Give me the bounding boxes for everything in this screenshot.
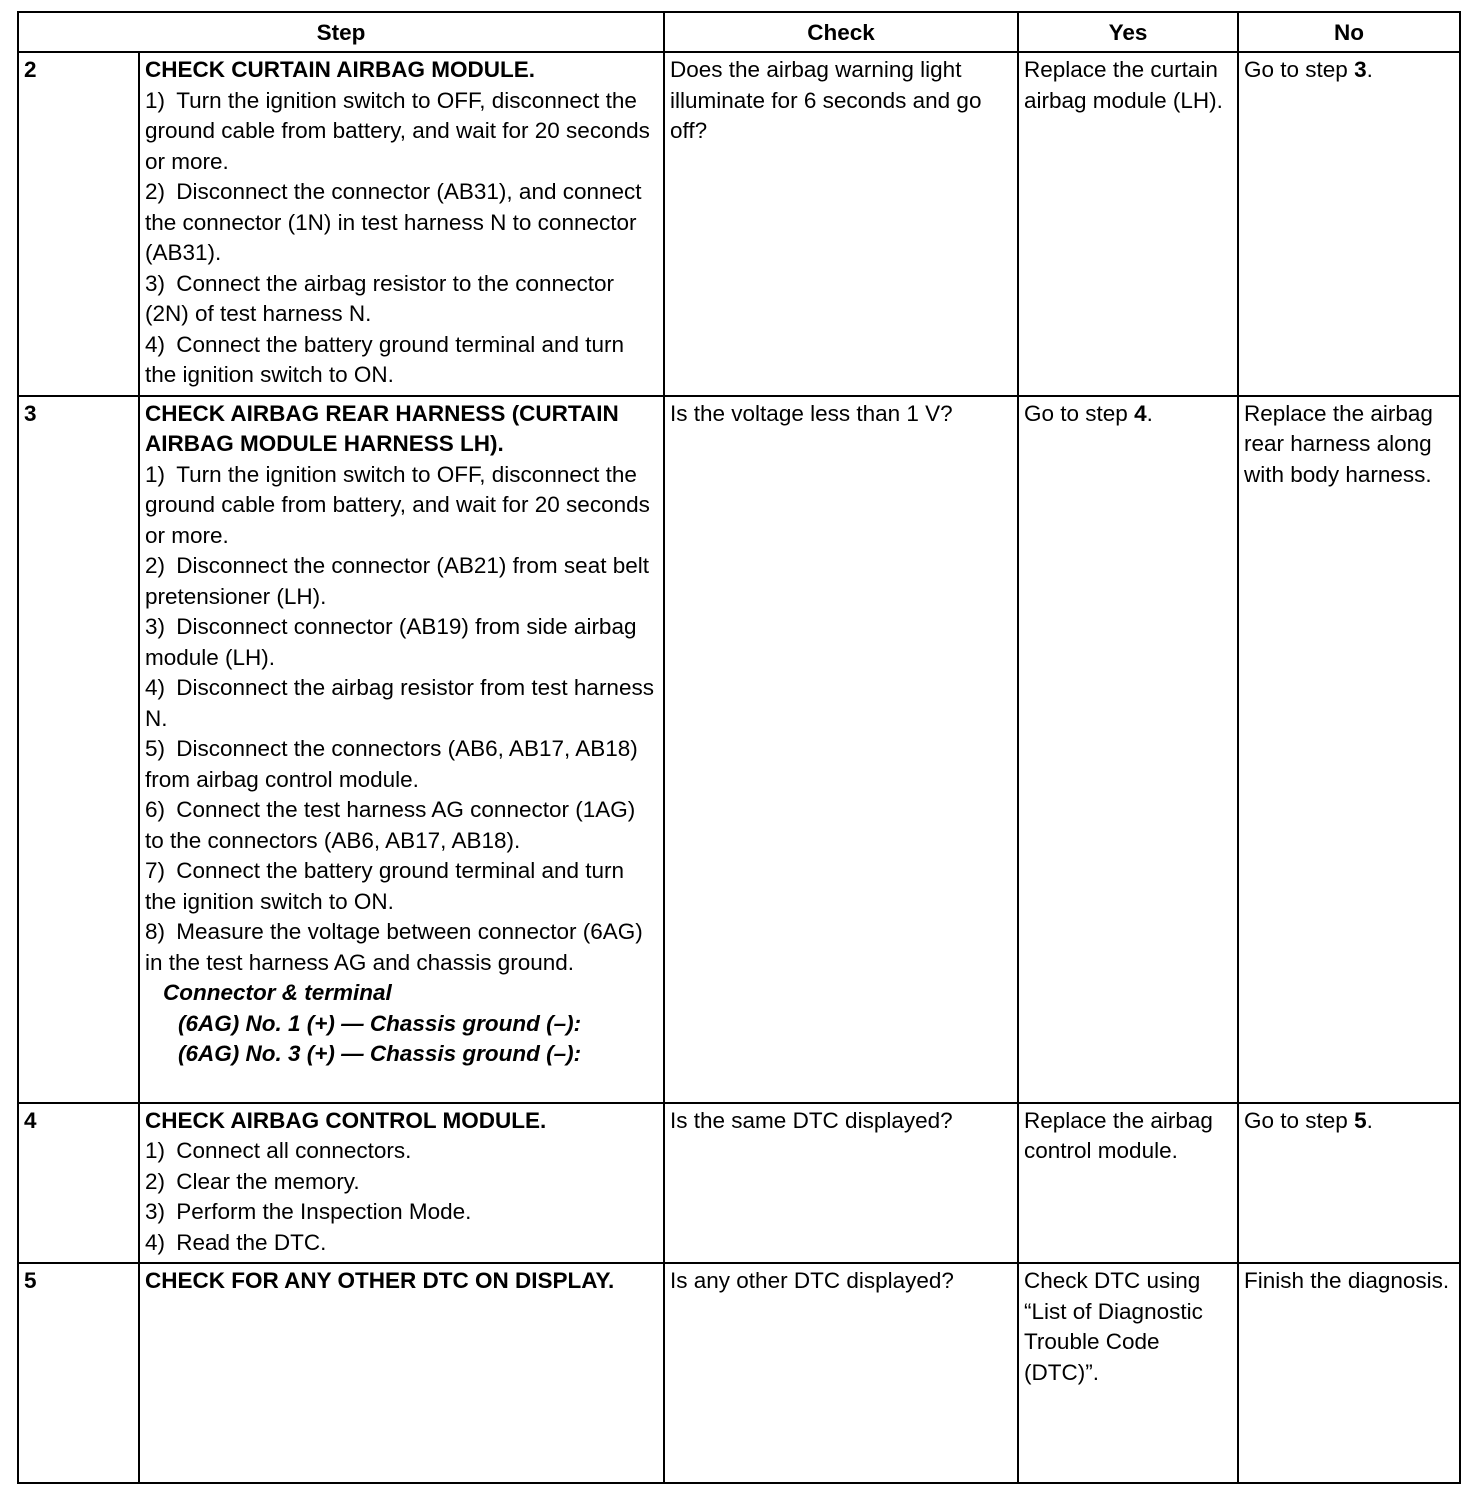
step-instruction: 6) Connect the test harness AG connector (1AG) to the connectors (AB6, AB17, AB18). <box>145 797 636 853</box>
step-title: CHECK AIRBAG CONTROL MODULE. <box>145 1107 547 1133</box>
step-instruction: 2) Clear the memory. <box>145 1168 360 1194</box>
table-row <box>18 1103 1460 1264</box>
step-number: 3 <box>18 396 139 1103</box>
step-number: 2 <box>18 52 139 396</box>
no-step-ref: 3 <box>1354 57 1367 82</box>
yes-step-ref: 4 <box>1134 400 1147 426</box>
check-cell: Is any other DTC displayed? <box>664 1263 1018 1483</box>
no-suffix: . <box>1366 57 1373 82</box>
no-step-ref: 5 <box>1354 1107 1367 1133</box>
spec-heading: Connector & terminal <box>163 980 392 1005</box>
yes-text: Go to step <box>1024 400 1135 426</box>
spec-line: (6AG) No. 3 (+) — Chassis ground (–): <box>178 1041 582 1066</box>
spec-line: (6AG) No. 1 (+) — Chassis ground (–): <box>178 1010 582 1036</box>
diagnostic-table <box>17 11 1461 1484</box>
no-cell <box>1238 52 1460 396</box>
step-title: CHECK FOR ANY OTHER DTC ON DISPLAY. <box>145 1268 615 1293</box>
check-cell: Is the same DTC displayed? <box>664 1103 1018 1264</box>
step-instruction: 7) Connect the battery ground terminal and turn the ignition switch to ON. <box>145 858 625 914</box>
yes-cell: Replace the curtain airbag module (LH). <box>1018 52 1238 396</box>
step-instruction: 3) Perform the Inspection Mode. <box>145 1199 472 1224</box>
step-instruction: 1) Turn the ignition switch to OFF, disconnect the ground cable from battery, and wait for 20 seconds or more. <box>145 461 650 548</box>
step-cell <box>139 1263 664 1483</box>
header-no: No <box>1238 12 1460 52</box>
yes-cell: Check DTC using “List of Diagnostic Trouble Code (DTC)”. <box>1018 1263 1238 1483</box>
no-text: Go to step <box>1244 57 1355 82</box>
header-check: Check <box>664 12 1018 52</box>
yes-cell <box>1018 396 1238 1103</box>
step-instruction: 1) Connect all connectors. <box>145 1138 412 1163</box>
step-instruction: 2) Disconnect the connector (AB31), and connect the connector (1N) in test harness N to connector (AB31). <box>145 179 642 265</box>
step-instruction: 1) Turn the ignition switch to OFF, disconnect the ground cable from battery, and wait for 20 seconds or more. <box>145 87 650 174</box>
no-suffix: . <box>1366 1107 1373 1133</box>
step-instruction: 3) Connect the airbag resistor to the connector (2N) of test harness N. <box>145 270 615 326</box>
check-cell: Does the airbag warning light illuminate for 6 seconds and go off? <box>664 52 1018 396</box>
step-instruction: 8) Measure the voltage between connector (6AG) in the test harness AG and chassis ground. <box>145 919 643 975</box>
step-number: 5 <box>18 1263 139 1483</box>
step-number: 4 <box>18 1103 139 1264</box>
step-title: CHECK CURTAIN AIRBAG MODULE. <box>145 57 535 82</box>
yes-cell: Replace the airbag control module. <box>1018 1103 1238 1264</box>
no-text: Go to step <box>1244 1107 1355 1133</box>
header-yes: Yes <box>1018 12 1238 52</box>
step-cell <box>139 396 664 1103</box>
check-cell: Is the voltage less than 1 V? <box>664 396 1018 1103</box>
step-title: CHECK AIRBAG REAR HARNESS (CURTAIN AIRBAG MODULE HARNESS LH). <box>145 400 619 456</box>
step-instruction: 4) Connect the battery ground terminal and turn the ignition switch to ON. <box>145 331 625 387</box>
step-instruction: 4) Disconnect the airbag resistor from test harness N. <box>145 675 654 731</box>
header-step: Step <box>18 12 664 52</box>
step-instruction: 2) Disconnect the connector (AB21) from seat belt pretensioner (LH). <box>145 553 649 609</box>
step-cell <box>139 52 664 396</box>
no-cell: Replace the airbag rear harness along with body harness. <box>1238 396 1460 1103</box>
step-cell <box>139 1103 664 1264</box>
step-instruction: 4) Read the DTC. <box>145 1229 327 1255</box>
no-cell <box>1238 1103 1460 1264</box>
step-instruction: 5) Disconnect the connectors (AB6, AB17, AB18) from airbag control module. <box>145 736 638 792</box>
no-cell: Finish the diagnosis. <box>1238 1263 1460 1483</box>
yes-suffix: . <box>1146 400 1153 426</box>
step-instruction: 3) Disconnect connector (AB19) from side airbag module (LH). <box>145 614 637 670</box>
table-row <box>18 396 1460 1103</box>
table-row <box>18 1263 1460 1483</box>
table-row <box>18 52 1460 396</box>
header-row <box>18 12 1460 52</box>
